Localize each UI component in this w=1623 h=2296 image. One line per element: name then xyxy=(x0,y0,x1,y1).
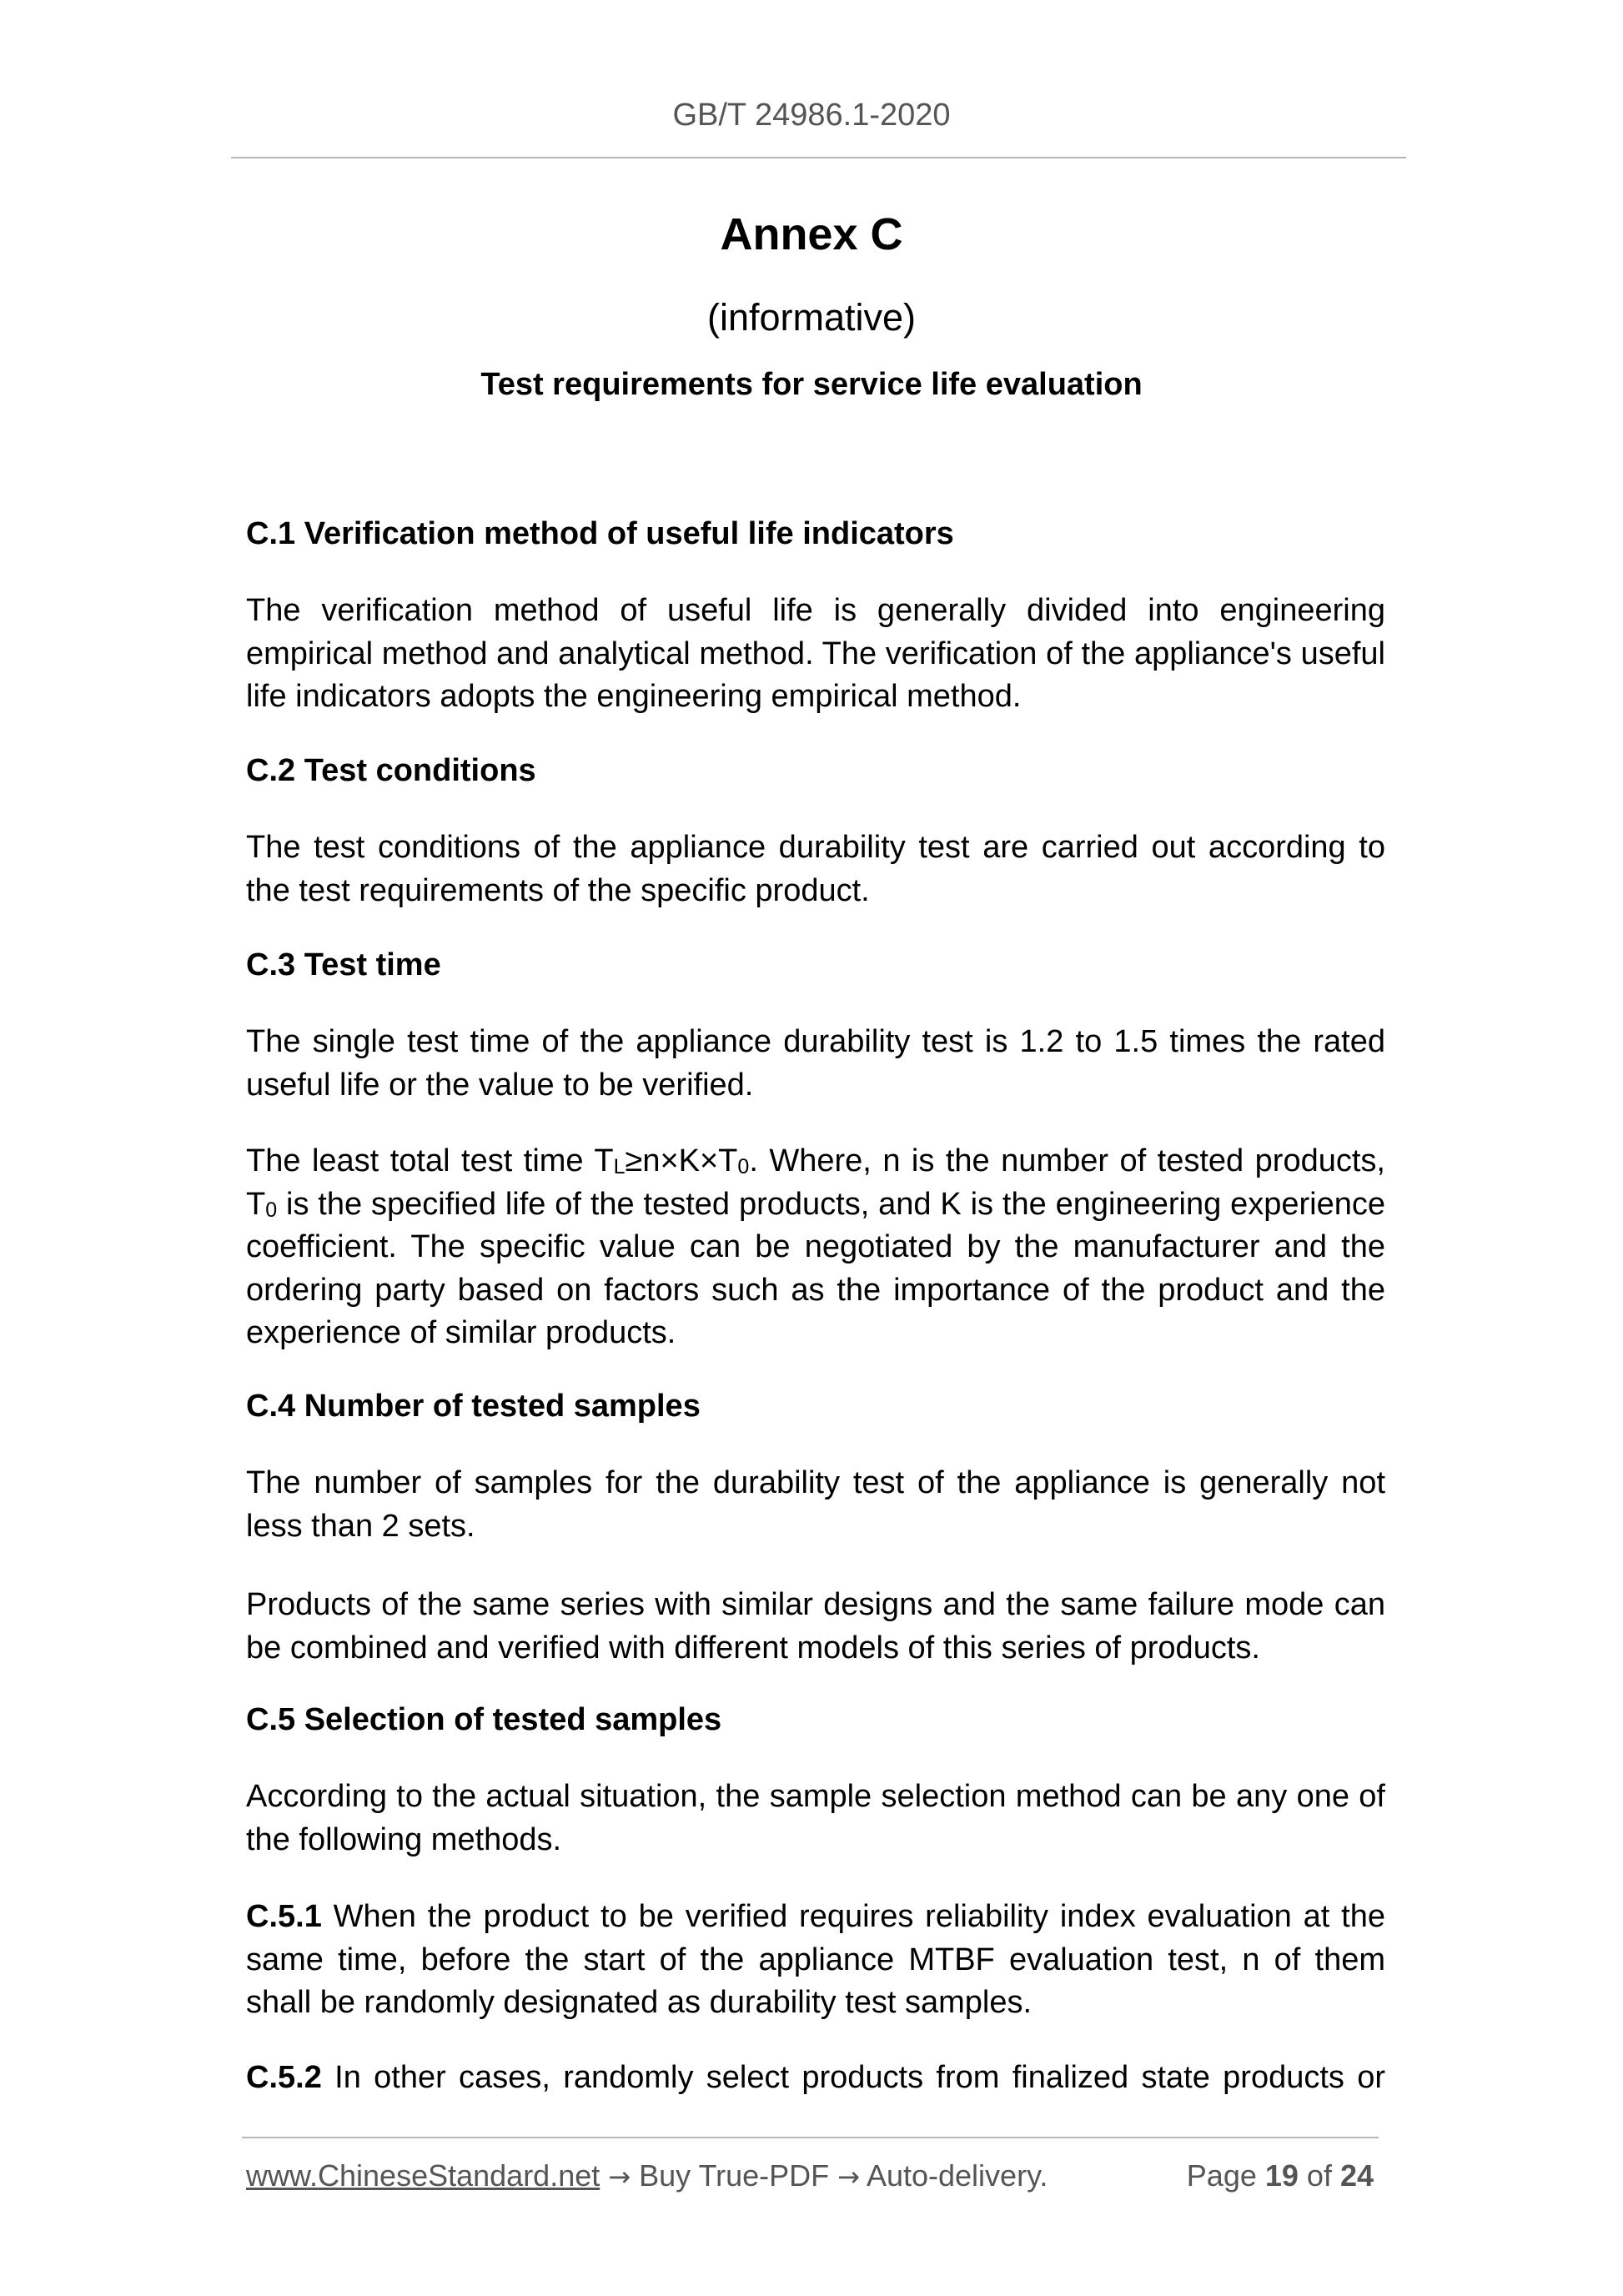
header-standard-code: GB/T 24986.1-2020 xyxy=(672,98,951,133)
website-link[interactable]: www.ChineseStandard.net xyxy=(246,2158,600,2193)
arrow-right-icon: → xyxy=(837,2161,860,2193)
clause-c5-2-text: In other cases, randomly select products from finalized state products or xyxy=(321,2060,1385,2095)
header-divider xyxy=(231,157,1406,158)
subscript-0: 0 xyxy=(737,1155,750,1178)
page-total: 24 xyxy=(1339,2158,1374,2193)
footer-buy-text: Buy True-PDF xyxy=(631,2158,838,2193)
annex-subtitle: (informative) xyxy=(706,296,917,339)
formula-text-1: The least total test time T xyxy=(246,1143,614,1178)
section-c2-heading: C.2 Test conditions xyxy=(246,753,536,788)
section-c2-paragraph: The test conditions of the appliance durability test are carried out according to the test requirements of the specific product. xyxy=(246,830,1385,908)
section-c1-heading: C.1 Verification method of useful life indicators xyxy=(246,516,954,551)
clause-c5-1-text: When the product to be verified requires reliability index evaluation at the same time, before the start of the appliance MTBF evaluation test, n of them shall be randomly designated as durability test samples. xyxy=(246,1899,1385,2020)
annex-title: Annex C xyxy=(720,209,903,259)
section-c4-paragraph-1: The number of samples for the durability test of the appliance is generally not less than 2 sets. xyxy=(246,1465,1385,1544)
clause-c5-2-number: C.5.2 xyxy=(246,2060,322,2095)
section-c5-heading: C.5 Selection of tested samples xyxy=(246,1702,722,1737)
formula-text-3: . Where, n is the number of tested products, T xyxy=(246,1143,1385,1222)
section-c5-paragraph: According to the actual situation, the sample selection method can be any one of the following methods. xyxy=(246,1779,1385,1857)
footer-delivery-text: Auto-delivery. xyxy=(859,2158,1048,2193)
page-of-label: of xyxy=(1298,2158,1340,2193)
footer-divider xyxy=(242,2137,1379,2138)
subscript-l: L xyxy=(613,1155,626,1178)
arrow-right-icon: → xyxy=(608,2161,631,2193)
clause-c5-2 xyxy=(246,2057,1385,2100)
clause-c5-1-number: C.5.1 xyxy=(246,1899,322,1934)
page-number: 19 xyxy=(1264,2158,1299,2193)
section-c3-paragraph-2 xyxy=(246,1140,1385,1355)
section-c3-heading: C.3 Test time xyxy=(246,947,441,982)
subscript-0-b: 0 xyxy=(265,1198,278,1222)
clause-c5-1 xyxy=(246,1896,1385,2025)
section-c1-paragraph: The verification method of useful life is generally divided into engineering empirical method and analytical method. The verification of the appliance's useful life indicators adopts the engineering empirical method. xyxy=(246,593,1385,714)
annex-caption: Test requirements for service life evaluation xyxy=(480,367,1143,402)
footer xyxy=(246,2158,1374,2193)
formula-text-4: is the specified life of the tested products, and K is the engineering experience coefficient. The specific value can be negotiated by the manufacturer and the ordering party based on factors such as the importance of the product and the experience of similar products. xyxy=(246,1186,1385,1350)
section-c4-heading: C.4 Number of tested samples xyxy=(246,1389,701,1424)
page-indicator xyxy=(1187,2158,1374,2193)
page-label: Page xyxy=(1186,2158,1265,2193)
section-c3-paragraph-1: The single test time of the appliance durability test is 1.2 to 1.5 times the rated useful life or the value to be verified. xyxy=(246,1024,1385,1103)
formula-text-2: ≥n×K×T xyxy=(625,1143,738,1178)
section-c4-paragraph-2: Products of the same series with similar designs and the same failure mode can be combined and verified with different models of this series of products. xyxy=(246,1587,1385,1665)
